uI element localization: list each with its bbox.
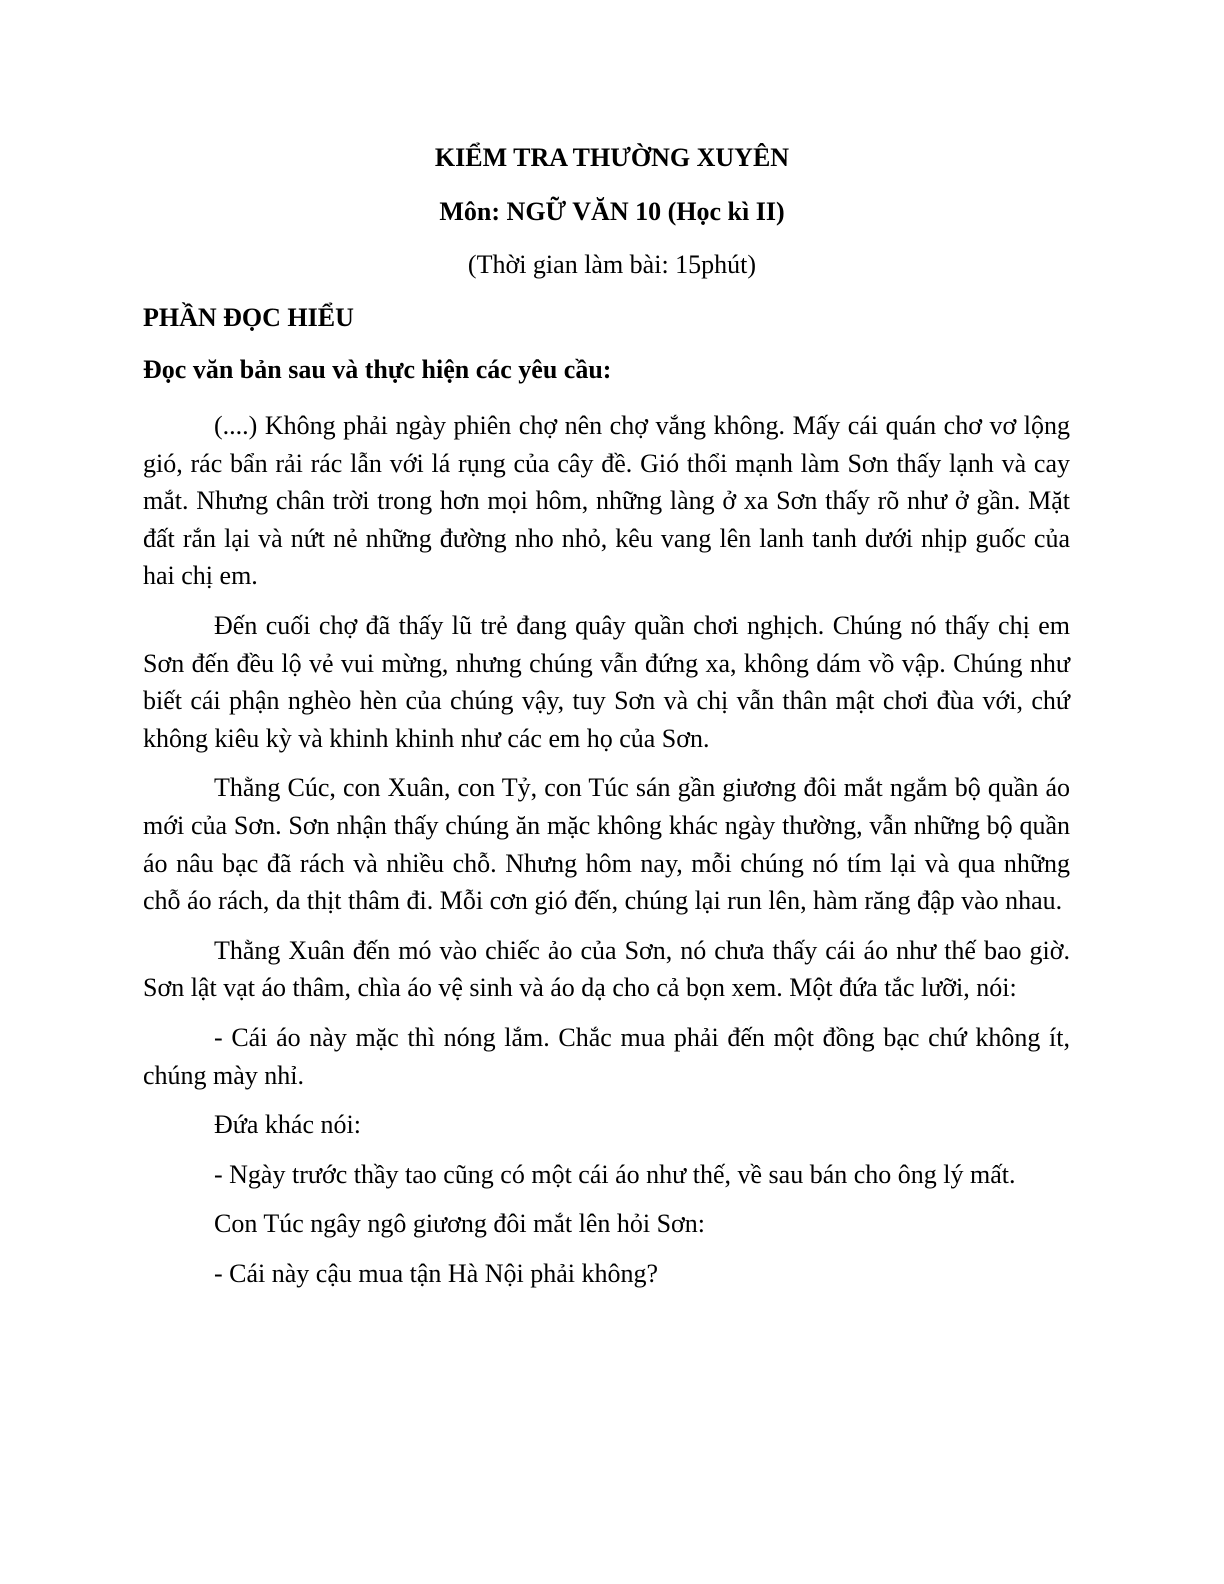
subject-line: Môn: NGỮ VĂN 10 (Học kì II) — [439, 197, 785, 226]
passage-paragraph: Đứa khác nói: — [214, 1110, 361, 1140]
document-title: KIỂM TRA THƯỜNG XUYÊN — [434, 143, 790, 172]
passage-paragraph: Con Túc ngây ngô giương đôi mắt lên hỏi Sơn: — [214, 1209, 706, 1239]
passage-dialogue: - Ngày trước thầy tao cũng có một cái áo như thế, về sau bán cho ông lý mất. — [214, 1159, 1016, 1189]
section-heading: PHẦN ĐỌC HIỂU — [143, 303, 354, 332]
passage-dialogue: - Cái áo này mặc thì nóng lắm. Chắc mua phải đến một đồng bạc chứ không ít, chúng mày nhỉ. — [143, 1022, 1070, 1090]
passage-paragraph: (....) Không phải ngày phiên chợ nên chợ vắng không. Mấy cái quán chơ vơ lộng gió, rác bẩn rải rác lẫn với lá rụng của cây đề. Gió thổi mạnh làm Sơn thấy lạnh và cay mắt. Nhưng chân trời trong hơn mọi hôm, những làng ở xa Sơn thấy rõ như ở gần. Mặt đất rắn lại và nứt nẻ những đường nho nhỏ, kêu vang lên lanh tanh dưới nhịp guốc của hai chị em. — [143, 411, 1070, 591]
passage-paragraph: Thằng Cúc, con Xuân, con Tỷ, con Túc sán gần giương đôi mắt ngắm bộ quần áo mới của Sơn. Sơn nhận thấy chúng ăn mặc không khác ngày thường, vẫn những bộ quần áo nâu bạc đã rách và nhiều chỗ. Nhưng hôm nay, mỗi chúng nó tím lại và qua những chỗ áo rách, da thịt thâm đi. Mỗi cơn gió đến, chúng lại run lên, hàm răng đập vào nhau. — [143, 773, 1070, 916]
reading-passage — [143, 407, 1070, 1304]
passage-paragraph: Đến cuối chợ đã thấy lũ trẻ đang quây quần chơi nghịch. Chúng nó thấy chị em Sơn đến đều lộ vẻ vui mừng, nhưng chúng vẫn đứng xa, không dám vồ vập. Chúng như biết cái phận nghèo hèn của chúng vậy, tuy Sơn và chị vẫn thân mật chơi đùa với, chứ không kiêu kỳ và khinh khinh như các em họ của Sơn. — [143, 610, 1070, 753]
section-instruction: Đọc văn bản sau và thực hiện các yêu cầu: — [143, 355, 612, 384]
time-limit: (Thời gian làm bài: 15phút) — [467, 250, 757, 279]
passage-paragraph: Thằng Xuân đến mó vào chiếc ảo của Sơn, nó chưa thấy cái áo như thế bao giờ. Sơn lật vạt áo thâm, chìa áo vệ sinh và áo dạ cho cả bọn xem. Một đứa tắc lưỡi, nói: — [143, 935, 1070, 1003]
passage-dialogue: - Cái này cậu mua tận Hà Nội phải không? — [214, 1258, 659, 1288]
